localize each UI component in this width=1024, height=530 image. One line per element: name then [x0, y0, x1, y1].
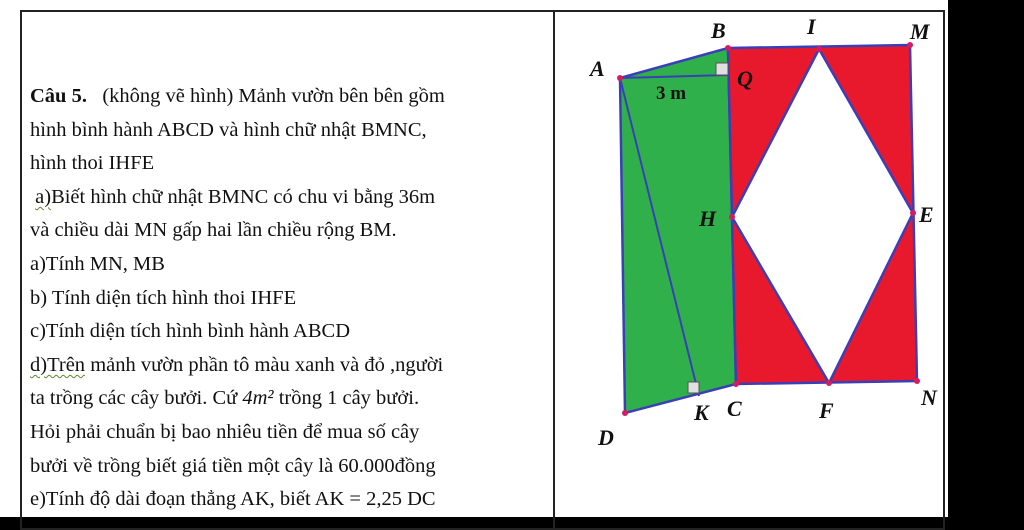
vertex-e: [910, 210, 916, 216]
problem-intro: (không vẽ hình) Mảnh vườn bên bên gồm: [102, 85, 445, 107]
vertex-a: [617, 75, 623, 81]
label-a: A: [590, 56, 605, 81]
part-a-label: a): [35, 185, 52, 208]
label-n: N: [921, 385, 937, 410]
vertex-n: [914, 378, 920, 384]
problem-text: [30, 80, 550, 517]
right-angle-q-marker: [716, 63, 728, 75]
question-d-post: trồng 1 cây bưởi.: [273, 387, 420, 410]
part-a-line: [30, 181, 550, 215]
label-k: K: [694, 400, 709, 425]
vertex-c: [733, 381, 739, 387]
problem-line-2: hình bình hành ABCD và hình chữ nhật BMNC,: [30, 118, 427, 141]
label-e: E: [919, 202, 934, 227]
question-d-unit: 4m²: [242, 387, 274, 410]
label-f: F: [819, 398, 834, 423]
label-q: Q: [737, 66, 753, 91]
problem-line-1: [30, 80, 550, 114]
garden-figure: [555, 0, 948, 517]
label-h: H: [699, 206, 717, 231]
question-b: b) Tính diện tích hình thoi IHFE: [30, 286, 297, 309]
label-c: C: [727, 396, 742, 421]
vertex-i: [816, 46, 822, 52]
vertex-b: [725, 45, 731, 51]
vertex-f: [826, 380, 832, 386]
measure-label: 3 m: [656, 83, 687, 104]
question-d-label: d)Trên: [30, 353, 86, 376]
question-d-line-4: bưởi về trồng biết giá tiền một cây là 60.000đồng: [30, 454, 436, 477]
question-c: c)Tính diện tích hình bình hành ABCD: [30, 320, 350, 343]
question-d-line-2: [30, 382, 550, 416]
label-b: B: [711, 18, 726, 43]
part-a-line-2: và chiều dài MN gấp hai lần chiều rộng BM.: [30, 219, 397, 242]
question-d-line-3: Hỏi phải chuẩn bị bao nhiêu tiền để mua số cây: [30, 420, 420, 443]
problem-line-3: hình thoi IHFE: [30, 152, 155, 175]
question-a: a)Tính MN, MB: [30, 252, 165, 275]
part-a-text: Biết hình chữ nhật BMNC có chu vi bằng 36m: [51, 185, 436, 208]
vertex-d: [622, 410, 628, 416]
label-i: I: [807, 14, 816, 39]
right-angle-k-marker: [688, 382, 699, 393]
label-m: M: [910, 19, 930, 44]
question-e: e)Tính độ dài đoạn thẳng AK, biết AK = 2,25 DC: [30, 488, 436, 511]
vertex-h: [729, 214, 735, 220]
label-d: D: [598, 425, 614, 450]
question-d-text: mảnh vườn phần tô màu xanh và đỏ ,người: [85, 353, 444, 376]
question-d: [30, 349, 550, 383]
problem-title: Câu 5.: [30, 85, 87, 107]
question-d-pre: ta trồng các cây bưởi. Cứ: [30, 387, 243, 410]
